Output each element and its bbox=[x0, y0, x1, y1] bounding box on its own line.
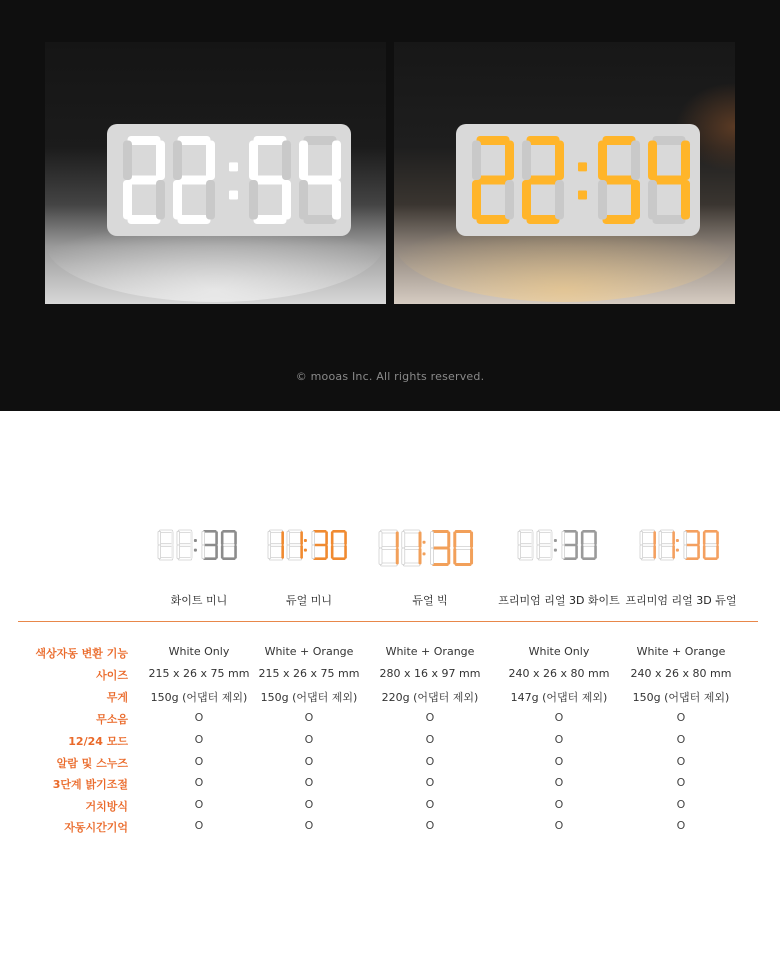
lit-segment bbox=[531, 531, 534, 545]
unlit-segment bbox=[177, 531, 180, 545]
lit-segment bbox=[128, 176, 161, 185]
unlit-segment bbox=[159, 530, 172, 533]
unlit-segment bbox=[287, 531, 290, 545]
lit-segment bbox=[594, 545, 597, 559]
lit-segment bbox=[581, 545, 584, 559]
product-name: 듀얼 미니 bbox=[285, 594, 332, 607]
unlit-segment bbox=[538, 557, 551, 560]
unlit-segment bbox=[519, 544, 532, 547]
product-name: 화이트 미니 bbox=[170, 594, 228, 607]
product-clock-thumbnail bbox=[611, 528, 751, 562]
unlit-segment bbox=[304, 215, 337, 224]
unlit-segment bbox=[519, 557, 532, 560]
lit-segment bbox=[313, 530, 326, 533]
lit-segment bbox=[344, 531, 347, 545]
lit-segment bbox=[203, 544, 216, 547]
lit-segment bbox=[527, 176, 560, 185]
spec-row-label: 알람 및 스누즈 bbox=[56, 757, 128, 770]
unlit-segment bbox=[660, 530, 673, 533]
lit-segment bbox=[332, 141, 341, 181]
lit-segment bbox=[332, 557, 345, 560]
spec-cell: O bbox=[194, 798, 204, 811]
lit-segment bbox=[281, 545, 284, 559]
unlit-segment bbox=[178, 557, 191, 560]
unlit-segment bbox=[202, 531, 205, 545]
unlit-segment bbox=[660, 544, 673, 547]
spec-cell: 215 x 26 x 75 mm bbox=[258, 667, 360, 680]
colon-dot bbox=[194, 549, 197, 552]
unlit-segment bbox=[641, 557, 654, 560]
unlit-segment bbox=[173, 141, 182, 181]
lit-segment bbox=[672, 531, 675, 545]
unlit-segment bbox=[287, 545, 290, 559]
lit-segment bbox=[313, 557, 326, 560]
spec-cell: White + Orange bbox=[636, 645, 726, 658]
lit-segment bbox=[419, 548, 422, 565]
lit-segment bbox=[550, 545, 553, 559]
unlit-segment bbox=[431, 548, 434, 565]
unlit-segment bbox=[659, 531, 662, 545]
spec-cell: O bbox=[194, 755, 204, 768]
product-clock-thumbnail bbox=[239, 528, 379, 562]
spec-cell: White Only bbox=[528, 645, 590, 658]
clock-body bbox=[107, 124, 351, 236]
lit-segment bbox=[432, 563, 449, 566]
lit-segment bbox=[653, 176, 686, 185]
unlit-segment bbox=[704, 544, 717, 547]
lit-segment bbox=[332, 180, 341, 220]
lit-segment bbox=[648, 141, 657, 181]
lit-segment bbox=[477, 136, 510, 145]
lit-segment bbox=[254, 136, 287, 145]
unlit-segment bbox=[522, 141, 531, 181]
spec-row-label: 12/24 모드 bbox=[68, 735, 128, 748]
spec-cell: O bbox=[304, 733, 314, 746]
unlit-segment bbox=[312, 531, 315, 545]
unlit-segment bbox=[381, 547, 398, 550]
lit-segment bbox=[254, 215, 287, 224]
lit-segment bbox=[332, 530, 345, 533]
lit-segment bbox=[432, 530, 449, 533]
unlit-segment bbox=[684, 545, 687, 559]
lit-segment bbox=[681, 180, 690, 220]
colon-dot bbox=[676, 549, 679, 552]
unlit-segment bbox=[299, 180, 308, 220]
lit-segment bbox=[575, 531, 578, 545]
product-name: 프리미엄 리얼 3D 듀얼 bbox=[625, 594, 737, 607]
lit-segment bbox=[477, 176, 510, 185]
lit-segment bbox=[703, 531, 706, 545]
unlit-segment bbox=[206, 180, 215, 220]
spec-cell: O bbox=[425, 819, 435, 832]
lit-segment bbox=[331, 531, 334, 545]
unlit-segment bbox=[518, 545, 521, 559]
unlit-segment bbox=[288, 530, 301, 533]
unlit-segment bbox=[684, 531, 687, 545]
spec-cell: O bbox=[554, 819, 564, 832]
colon-dot bbox=[423, 552, 426, 555]
spec-cell: O bbox=[554, 711, 564, 724]
spec-cell: O bbox=[194, 711, 204, 724]
lit-segment bbox=[206, 141, 215, 181]
spec-cell: O bbox=[554, 776, 564, 789]
unlit-segment bbox=[269, 557, 282, 560]
lit-segment bbox=[703, 545, 706, 559]
spec-cell: O bbox=[676, 733, 686, 746]
unlit-segment bbox=[403, 547, 420, 550]
spec-cell: O bbox=[304, 819, 314, 832]
unlit-segment bbox=[555, 180, 564, 220]
spec-cell: O bbox=[425, 798, 435, 811]
lit-segment bbox=[697, 531, 700, 545]
lit-segment bbox=[173, 180, 182, 220]
colon-dot bbox=[676, 539, 679, 542]
spec-row-label: 3단계 밝기조절 bbox=[52, 778, 128, 791]
lit-segment bbox=[631, 180, 640, 220]
spec-cell: O bbox=[676, 755, 686, 768]
lit-segment bbox=[470, 548, 473, 565]
lit-segment bbox=[300, 545, 303, 559]
colon-dot bbox=[229, 191, 238, 200]
lit-segment bbox=[432, 547, 449, 550]
unlit-segment bbox=[641, 544, 654, 547]
lit-segment bbox=[582, 557, 595, 560]
spec-row-label: 자동시간기억 bbox=[64, 821, 128, 834]
lit-segment bbox=[123, 180, 132, 220]
product-name: 듀얼 빅 bbox=[412, 594, 448, 607]
unlit-segment bbox=[660, 557, 673, 560]
unlit-segment bbox=[249, 180, 258, 220]
lit-segment bbox=[325, 531, 328, 545]
colon-dot bbox=[554, 549, 557, 552]
colon-dot bbox=[423, 541, 426, 544]
spec-cell: 150g (어댑터 제외) bbox=[632, 691, 730, 704]
spec-row-label: 무소음 bbox=[96, 713, 128, 726]
lit-segment bbox=[716, 531, 719, 545]
unlit-segment bbox=[381, 563, 398, 566]
lit-segment bbox=[681, 141, 690, 181]
unlit-segment bbox=[288, 544, 301, 547]
lit-segment bbox=[685, 544, 698, 547]
lit-segment bbox=[203, 557, 216, 560]
unlit-segment bbox=[156, 180, 165, 220]
spec-cell: O bbox=[194, 776, 204, 789]
lit-segment bbox=[203, 530, 216, 533]
product-clock-thumbnail bbox=[360, 528, 500, 568]
spec-cell: O bbox=[676, 819, 686, 832]
lit-segment bbox=[190, 545, 193, 559]
spec-cell: O bbox=[304, 711, 314, 724]
spec-row-label: 색상자동 변환 기능 bbox=[35, 647, 128, 660]
lit-segment bbox=[603, 176, 636, 185]
colon-dot bbox=[304, 539, 307, 542]
lit-segment bbox=[453, 532, 456, 549]
lit-segment bbox=[282, 180, 291, 220]
spec-cell: O bbox=[425, 776, 435, 789]
white-clock-photo bbox=[45, 42, 386, 304]
lit-segment bbox=[178, 136, 211, 145]
spec-cell: White Only bbox=[168, 645, 230, 658]
lit-segment bbox=[313, 544, 326, 547]
lit-segment bbox=[171, 545, 174, 559]
unlit-segment bbox=[431, 532, 434, 549]
unlit-segment bbox=[158, 531, 161, 545]
spec-cell: O bbox=[425, 755, 435, 768]
unlit-segment bbox=[537, 531, 540, 545]
lit-segment bbox=[190, 531, 193, 545]
lit-segment bbox=[685, 557, 698, 560]
colon-dot bbox=[578, 191, 587, 200]
lit-segment bbox=[704, 530, 717, 533]
unlit-segment bbox=[648, 180, 657, 220]
colon-dot bbox=[304, 549, 307, 552]
spec-cell: White + Orange bbox=[385, 645, 475, 658]
unlit-segment bbox=[505, 180, 514, 220]
unlit-segment bbox=[159, 557, 172, 560]
unlit-segment bbox=[202, 545, 205, 559]
unlit-segment bbox=[402, 548, 405, 565]
unlit-segment bbox=[598, 180, 607, 220]
lit-segment bbox=[128, 215, 161, 224]
lit-segment bbox=[598, 141, 607, 181]
unlit-segment bbox=[518, 531, 521, 545]
unlit-segment bbox=[659, 545, 662, 559]
table-divider bbox=[18, 621, 758, 622]
spec-cell: O bbox=[304, 798, 314, 811]
spec-cell: O bbox=[554, 755, 564, 768]
lit-segment bbox=[455, 530, 472, 533]
unlit-segment bbox=[159, 544, 172, 547]
clock-icon bbox=[517, 528, 601, 562]
unlit-segment bbox=[288, 557, 301, 560]
lit-segment bbox=[331, 545, 334, 559]
unlit-segment bbox=[538, 530, 551, 533]
lit-segment bbox=[653, 531, 656, 545]
lit-segment bbox=[222, 530, 235, 533]
spec-cell: O bbox=[676, 711, 686, 724]
colon-dot bbox=[229, 162, 238, 171]
spec-cell: O bbox=[554, 798, 564, 811]
unlit-segment bbox=[641, 530, 654, 533]
spec-cell: O bbox=[676, 798, 686, 811]
lit-segment bbox=[453, 548, 456, 565]
lit-segment bbox=[178, 176, 211, 185]
lit-segment bbox=[603, 215, 636, 224]
orange-clock-illustration bbox=[394, 42, 735, 304]
colon-dot bbox=[578, 162, 587, 171]
unlit-segment bbox=[653, 136, 686, 145]
spec-cell: O bbox=[304, 776, 314, 789]
lit-segment bbox=[522, 180, 531, 220]
lit-segment bbox=[178, 215, 211, 224]
unlit-segment bbox=[582, 544, 595, 547]
spec-cell: 240 x 26 x 80 mm bbox=[508, 667, 610, 680]
spec-cell: O bbox=[304, 755, 314, 768]
spec-cell: White + Orange bbox=[264, 645, 354, 658]
lit-segment bbox=[234, 545, 237, 559]
clock-icon bbox=[157, 528, 241, 562]
lit-segment bbox=[555, 141, 564, 181]
lit-segment bbox=[477, 215, 510, 224]
clock-icon bbox=[267, 528, 351, 562]
lit-segment bbox=[396, 548, 399, 565]
lit-segment bbox=[470, 532, 473, 549]
clock-body bbox=[456, 124, 700, 236]
unlit-segment bbox=[268, 531, 271, 545]
lit-segment bbox=[447, 532, 450, 549]
unlit-segment bbox=[178, 530, 191, 533]
unlit-segment bbox=[269, 530, 282, 533]
unlit-segment bbox=[379, 532, 382, 549]
lit-segment bbox=[472, 180, 481, 220]
lit-segment bbox=[704, 557, 717, 560]
lit-segment bbox=[222, 557, 235, 560]
lit-segment bbox=[447, 548, 450, 565]
lit-segment bbox=[563, 530, 576, 533]
clock-icon bbox=[639, 528, 723, 562]
lit-segment bbox=[603, 136, 636, 145]
unlit-segment bbox=[562, 545, 565, 559]
unlit-segment bbox=[222, 544, 235, 547]
lit-segment bbox=[419, 532, 422, 549]
unlit-segment bbox=[640, 545, 643, 559]
unlit-segment bbox=[178, 544, 191, 547]
spec-cell: O bbox=[425, 711, 435, 724]
lit-segment bbox=[581, 531, 584, 545]
lit-segment bbox=[221, 545, 224, 559]
lit-segment bbox=[344, 545, 347, 559]
unlit-segment bbox=[268, 545, 271, 559]
lit-segment bbox=[254, 176, 287, 185]
lit-segment bbox=[249, 141, 258, 181]
unlit-segment bbox=[312, 545, 315, 559]
colon-dot bbox=[554, 539, 557, 542]
lit-segment bbox=[697, 545, 700, 559]
lit-segment bbox=[563, 544, 576, 547]
spec-cell: 220g (어댑터 제외) bbox=[381, 691, 479, 704]
spec-cell: O bbox=[425, 733, 435, 746]
lit-segment bbox=[531, 545, 534, 559]
unlit-segment bbox=[537, 545, 540, 559]
spec-cell: 150g (어댑터 제외) bbox=[150, 691, 248, 704]
unlit-segment bbox=[640, 531, 643, 545]
lit-segment bbox=[215, 545, 218, 559]
spec-cell: 240 x 26 x 80 mm bbox=[630, 667, 732, 680]
spec-cell: 150g (어댑터 제외) bbox=[260, 691, 358, 704]
lit-segment bbox=[550, 531, 553, 545]
orange-clock-photo bbox=[394, 42, 735, 304]
unlit-segment bbox=[538, 544, 551, 547]
unlit-segment bbox=[381, 530, 398, 533]
unlit-segment bbox=[472, 141, 481, 181]
unlit-segment bbox=[379, 548, 382, 565]
lit-segment bbox=[304, 176, 337, 185]
lit-segment bbox=[156, 141, 165, 181]
lit-segment bbox=[582, 530, 595, 533]
spec-cell: 280 x 16 x 97 mm bbox=[379, 667, 481, 680]
unlit-segment bbox=[123, 141, 132, 181]
spec-cell: 147g (어댑터 제외) bbox=[510, 691, 608, 704]
copyright-text: © mooas Inc. All rights reserved. bbox=[295, 370, 485, 383]
unlit-segment bbox=[519, 530, 532, 533]
lit-segment bbox=[594, 531, 597, 545]
unlit-segment bbox=[653, 215, 686, 224]
spec-cell: O bbox=[194, 819, 204, 832]
lit-segment bbox=[396, 532, 399, 549]
lit-segment bbox=[527, 136, 560, 145]
lit-segment bbox=[716, 545, 719, 559]
unlit-segment bbox=[403, 530, 420, 533]
spec-row-label: 무게 bbox=[106, 691, 128, 704]
unlit-segment bbox=[304, 136, 337, 145]
product-clock-thumbnail bbox=[489, 528, 629, 562]
lit-segment bbox=[299, 141, 308, 181]
lit-segment bbox=[455, 563, 472, 566]
unlit-segment bbox=[282, 141, 291, 181]
spec-cell: O bbox=[554, 733, 564, 746]
white-clock-illustration bbox=[45, 42, 386, 304]
colon-dot bbox=[194, 539, 197, 542]
lit-segment bbox=[527, 215, 560, 224]
unlit-segment bbox=[562, 531, 565, 545]
unlit-segment bbox=[177, 545, 180, 559]
unlit-segment bbox=[269, 544, 282, 547]
spec-cell: 215 x 26 x 75 mm bbox=[148, 667, 250, 680]
hero-section bbox=[0, 0, 780, 411]
lit-segment bbox=[234, 531, 237, 545]
clock-icon bbox=[378, 528, 482, 568]
unlit-segment bbox=[631, 141, 640, 181]
unlit-segment bbox=[332, 544, 345, 547]
unlit-segment bbox=[402, 532, 405, 549]
spec-cell: O bbox=[676, 776, 686, 789]
lit-segment bbox=[672, 545, 675, 559]
lit-segment bbox=[221, 531, 224, 545]
spec-cell: O bbox=[194, 733, 204, 746]
lit-segment bbox=[505, 141, 514, 181]
lit-segment bbox=[215, 531, 218, 545]
lit-segment bbox=[653, 545, 656, 559]
spec-row-label: 사이즈 bbox=[96, 669, 128, 682]
unlit-segment bbox=[403, 563, 420, 566]
lit-segment bbox=[575, 545, 578, 559]
lit-segment bbox=[685, 530, 698, 533]
unlit-segment bbox=[158, 545, 161, 559]
lit-segment bbox=[300, 531, 303, 545]
lit-segment bbox=[281, 531, 284, 545]
product-name: 프리미엄 리얼 3D 화이트 bbox=[498, 594, 620, 607]
lit-segment bbox=[325, 545, 328, 559]
spec-row-label: 거치방식 bbox=[85, 800, 128, 813]
unlit-segment bbox=[455, 547, 472, 550]
lit-segment bbox=[171, 531, 174, 545]
lit-segment bbox=[128, 136, 161, 145]
lit-segment bbox=[563, 557, 576, 560]
